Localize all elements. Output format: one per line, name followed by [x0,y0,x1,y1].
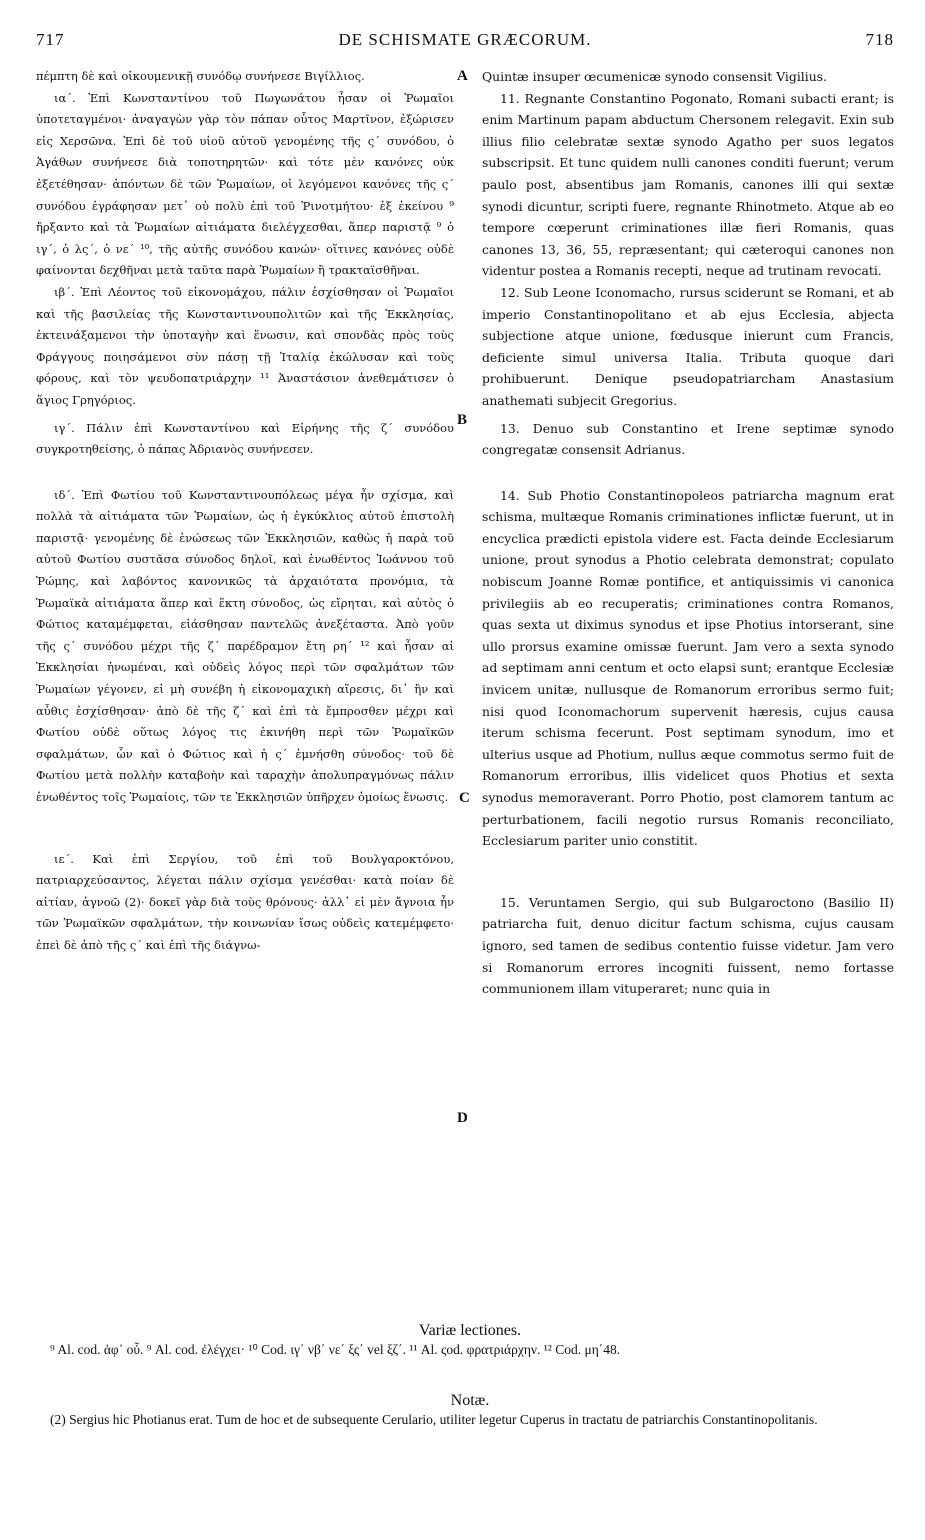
margin-letter-a: A [457,68,468,84]
notae [50,1392,890,1430]
latin-paragraph-12: 12. Sub Leone Iconomacho, rursus sciderunt se Romani, et ab imperio Constantinopolitano et ab ejus Ecclesia, abjecta subjectione atque unione, fœdusque inierunt cum Francis, deficiente simul universa Italia. Tributa quoque dari prohibuerunt. Denique pseudopatriarcham Anastasium anathemati subjecit Gregorius. [482,284,894,408]
latin-column [482,66,894,1000]
notae-text: (2) Sergius hic Photianus erat. Tum de hoc et de subsequente Cerulario, utiliter legetur Cuperus in tractatu de patriarchis Constantinopolitanis. [50,1412,818,1427]
greek-paragraph-13: ιγ΄. Πάλιν ἐπὶ Κωνσταντίνου καὶ Εἰρήνης τῆς ζ΄ συνόδου συγκροτηθείσης, ὁ πάπας Ἀδριανὸς συνήνεσεν. [36,420,454,457]
latin-paragraph-15: 15. Veruntamen Sergio, qui sub Bulgaroctono (Basilio II) patriarcha fuit, denuo dicitur factum schisma, cujus causam ignoro, sed tamen de sedibus contentio fuisse videtur. Jam vero si Romanorum errores incogniti fuissent, nemo fortasse communionem illam vituperaret; nunc quia in [482,894,894,997]
page-number-left: 717 [36,30,65,49]
latin-paragraph-a: Quintæ insuper œcumenicæ synodo consensit Vigilius. [482,69,827,84]
greek-paragraph-12: ιβ΄. Ἐπὶ Λέοντος τοῦ εἰκονομάχου, πάλιν ἐσχίσθησαν οἱ Ῥωμαῖοι καὶ τῆς βασιλείας τῆς Κωνσταντινουπολιτῶν καὶ τῆς Ἐκκλησίας, ἐκτεινάξαμενοι τὴν ὑποταγὴν καὶ ἕνωσιν, καὶ σπονδὰς πρὸς τοὺς Φράγγους ποιησάμενοι σὺν πάσῃ τῇ Ἰταλίᾳ ἐκώλυσαν καὶ τοὺς φόρους, καὶ τὸν ψευδοπατριάρχην ¹¹ Ἀναστάσιον ἀνεθεμάτισεν ὁ ἅγιος Γρηγόριος. [36,284,454,407]
margin-letter-b: B [457,412,468,428]
latin-paragraph-11: 11. Regnante Constantino Pogonato, Romani subacti erant; is enim Martinum papam abductum Chersonem relegavit. Exin sub illius filio celebratæ sextæ synodo Agatho per suos legatos subscripsit. Et tunc quidem nulli canones conditi fuerunt; verum paulo post, absentibus jam Romanis, canones illi qui sextæ synodi dicuntur, scripti fuere, regnante Rhinotmeto. Atque ab eo tempore cœperunt criminationes illæ fieri Romanis, quas canones 13, 36, 55, repræsentant; qui cæteroqui canones non videntur postea a Romanis recepti, neque ad trutinam revocati. [482,90,894,279]
margin-letter-d: D [457,1110,468,1126]
variae-text: ⁹ Al. cod. ἀφ᾽ οὗ. ⁹ Al. cod. ἐλέγχει· ¹⁰ Cod. ιγ΄ νβ΄ νε΄ ξς΄ vel ξζ΄. ¹¹ Al. ςod. φρατριάρχην. ¹² Cod. μη΄48. [50,1342,621,1357]
notae-title: Notæ. [450,1392,490,1409]
page-number-right: 718 [865,30,894,49]
variae-title: Variæ lectiones. [418,1322,522,1339]
latin-paragraph-14: 14. Sub Photio Constantinopoleos patriarcha magnum erat schisma, multæque Romanis criminationes inflictæ fuerunt, ut in encyclica prædicti epistola videre est. Facta deinde Ecclesiarum unione, prout synodus a Photio celebrata demonstrat; copulato nobiscum Joanne Romæ pontifice, et antiquissimis vi canonica privilegiis ab eo recuperatis; criminationes contra Romanos, quas sexta ut diximus synodus et ipse Photius intorserant, sine ullo prorsus examine omissæ fuerunt. Jam vero a sexta synodo ad septimam anni centum et octo elapsi sunt; erantque Ecclesiæ invicem unitæ, nullusque de Romanorum erroribus sermo fuit; nisi quod Iconomachorum supervenit hæresis, cujus causa iterum schisma fecerunt. Post septimam synodum, imo et ulterius usque ad Photium, nullus æque commotus sermo fuit de Romanorum erroribus, illis videlicet quos Photius et sexta synodus memoraverant. Porro Photio, post clamorem tantum ac perturbationem, facili negotio rursus Romanis reconciliato, Ecclesiarum pariter unio constitit. [482,487,894,849]
greek-paragraph-a: πέμπτη δὲ καὶ οἰκουμενικῇ συνόδῳ συνήνεσε Βιγίλλιος. [36,69,365,83]
greek-paragraph-15: ιε΄. Καὶ ἐπὶ Σεργίου, τοῦ ἐπὶ τοῦ Βουλγαροκτόνου, πατριαρχεύσαντος, λέγεται πάλιν σχίσμα γενέσθαι· κατὰ ποίαν δὲ αἰτίαν, ἀγνοῶ (2)· δοκεῖ γὰρ διὰ τοὺς θρόνους· ἀλλ᾽ εἰ μὲν ἄγνοια ἦν τῶν Ῥωμαϊκῶν σφαλμάτων, τὴν κοινωνίαν ἴσως οὐδεὶς κατεμέμφετο· ἐπεὶ δὲ ἀπὸ τῆς ς΄ καὶ ἐπὶ τῆς διάγνω- [36,851,454,952]
latin-paragraph-13: 13. Denuo sub Constantino et Irene septimæ synodo congregatæ consensit Adrianus. [482,420,894,458]
variae-lectiones [50,1322,890,1360]
running-title: DE SCHISMATE GRÆCORUM. [338,30,592,49]
greek-column [36,66,454,957]
margin-letter-c: C [459,790,470,806]
greek-paragraph-14: ιδ΄. Ἐπὶ Φωτίου τοῦ Κωνσταντινουπόλεως μέγα ἦν σχίσμα, καὶ πολλὰ τὰ αἰτιάματα τῶν Ῥωμαίων, ὡς ἡ ἐγκύκλιος αὐτοῦ ἐπιστολὴ παριστᾷ· γενομένης δὲ ἑνώσεως τῶν Ἐκκλησιῶν, καθὼς ἡ παρὰ τοῦ αὐτοῦ Φωτίου συστᾶσα σύνοδος δηλοῖ, καὶ ἑνωθέντος Ἰωάννου τοῦ Ῥώμης, καὶ λαβόντος κανονικῶς τὰ ἀρχαιότατα προνόμια, τὰ Ῥωμαϊκὰ αἰτιάματα ἅπερ καὶ ἕκτη σύνοδος, ὡς εἴρηται, καὶ αὐτὸς ὁ Φώτιος καταμέμφεται, εἰάσθησαν παντελῶς ἀνεξέταστα. Ἀπὸ γοῦν τῆς ς΄ συνόδου μέχρι τῆς ζ΄ παρέδραμον ἔτη ρη΄ ¹² καὶ ἦσαν αἱ Ἐκκλησίαι ἡνωμέναι, καὶ οὐδεὶς λόγος περὶ τῶν σφαλμάτων τῶν Ῥωμαίων γέγονεν, εἰ μὴ συνέβη ἡ εἰκονομαχικὴ αἵρεσις, δι᾽ ἣν καὶ αὖθις ἐσχίσθησαν· ἀπὸ δὲ τῆς ζ΄ καὶ ἐπὶ τὰ ἔμπροσθεν μέχρι καὶ Φωτίου οὐδὲ οὕτως λόγος τις ἐκινήθη περὶ τῶν Ῥωμαϊκῶν σφαλμάτων, ὧν καὶ ὁ Φώτιος καὶ ἡ ς΄ ἐμνήσθη σύνοδος· τοῦ δὲ Φωτίου μετὰ πολλὴν καταβοὴν καὶ ταραχὴν ἀπολυπραγμόνως πάλιν ἑνωθέντος τοῖς Ῥωμαίοις, τῶν τε Ἐκκλησιῶν ὑπῆρχεν ὁμοίως ἕνωσις. [36,487,454,804]
greek-paragraph-11: ια΄. Ἐπὶ Κωνσταντίνου τοῦ Πωγωνάτου ἦσαν οἱ Ῥωμαῖοι ὑποτεταγμένοι· ἀναγαγὼν γὰρ τὸν πάπαν οὗτος Μαρτῖνον, ἐξώρισεν εἰς Χερσῶνα. Ἐπὶ δὲ τοῦ υἱοῦ αὐτοῦ γενομένης τῆς ς΄ συνόδου, ὁ Ἀγάθων συνήνεσε διὰ τοποτηρητῶν· καὶ τότε μὲν κανόνες οὐκ ἐξετέθησαν· ἀπόντων δὲ τῶν Ῥωμαίων, οἱ λεγόμενοι κανόνες τῆς ς΄ συνόδου ἐγράφησαν μετ᾽ οὐ πολὺ ἐπὶ τοῦ Ῥινοτμήτου· ἐξ ἐκείνου ⁹ ἤρξαντο καὶ τὰ Ῥωμαίων αἰτιάματα διελέγχεσθαι, ἅπερ παριστᾷ ⁹ ὁ ιγ΄, ὁ λς΄, ὁ νε΄ ¹⁰, τῆς αὐτῆς συνόδου κανών· οἵτινες κανόνες οὐδὲ φαίνονται δεχθῆναι μετὰ ταῦτα παρὰ Ῥωμαίων ἢ τρακταϊσθῆναι. [36,90,454,278]
page-header [36,30,894,56]
